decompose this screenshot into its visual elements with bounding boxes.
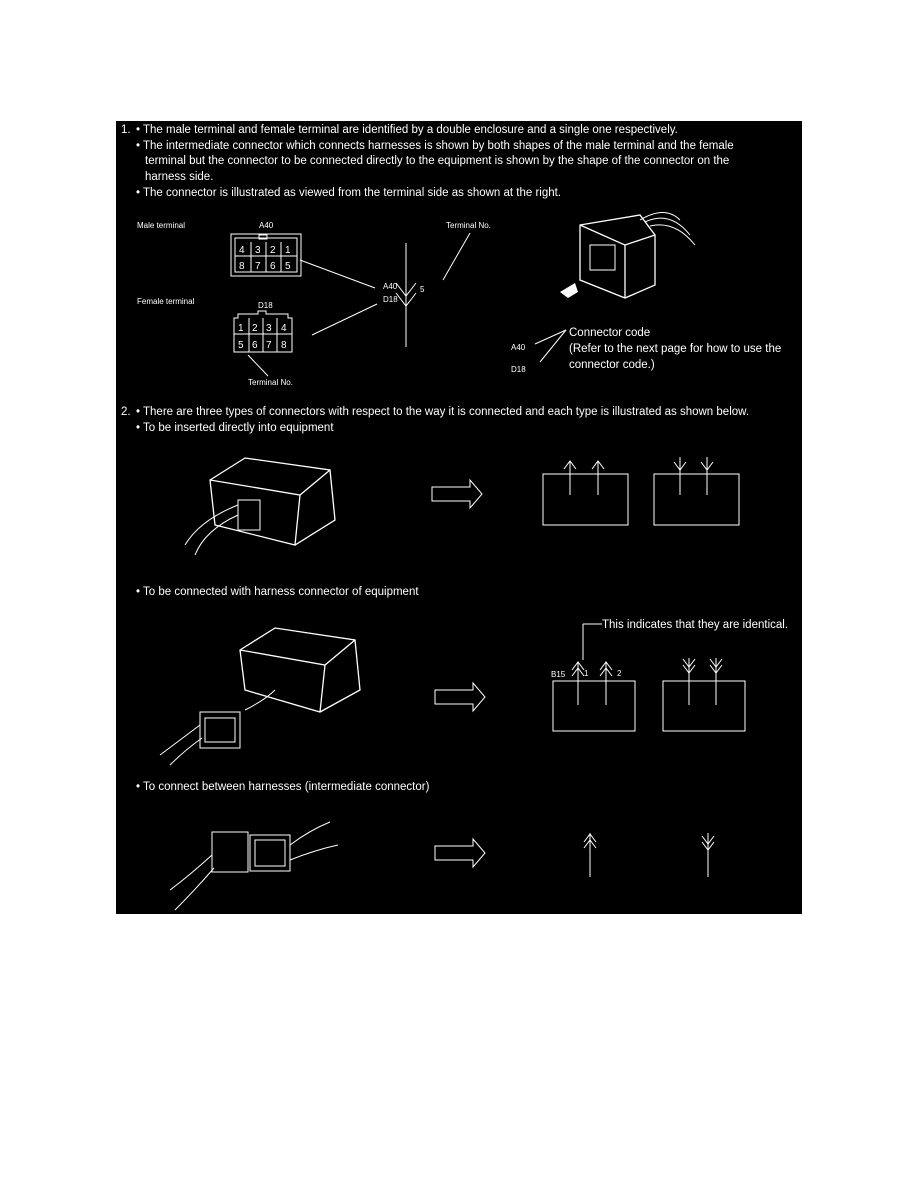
type3-label: • To connect between harnesses (intermediate connector) (136, 781, 430, 793)
identical-note: This indicates that they are identical. (602, 619, 789, 631)
intermediate-symbol-female (702, 833, 714, 877)
section1-bullet: harness side. (145, 171, 214, 183)
terminal-no-label-bottom: Terminal No. (248, 378, 293, 387)
terminal-no-label: Terminal No. (446, 221, 491, 230)
intermediate-connector-illustration (170, 822, 338, 910)
right-arrow-icon (435, 839, 485, 867)
pin-label: 6 (270, 261, 276, 272)
view-direction-arrow-icon (560, 283, 578, 298)
arrow-line (248, 355, 268, 376)
code-a40: A40 (511, 343, 526, 352)
connector-illustration (560, 213, 695, 299)
intermediate-symbol-male (584, 833, 596, 877)
pin-label: 4 (281, 323, 287, 334)
type2-label: • To be connected with harness connector of equipment (136, 586, 419, 598)
section1-bullet: • The intermediate connector which connects harnesses is shown by both shapes of the male terminal and the female (136, 140, 734, 152)
type2-connector-code: B15 (551, 670, 566, 679)
connector-code-label: Connector code (569, 327, 651, 339)
right-arrow-icon (432, 480, 482, 508)
male-terminal-label: Male terminal (137, 221, 186, 230)
harness-connector-illustration (160, 628, 360, 765)
pin-label: 3 (255, 245, 261, 256)
female-connector-diagram (234, 311, 292, 352)
type2-pin-2: 2 (617, 669, 622, 678)
female-terminal-label: Female terminal (137, 297, 195, 306)
pin-label: 5 (285, 261, 291, 272)
arrow-line (443, 233, 470, 280)
code-d18: D18 (511, 365, 526, 374)
arrow-line (535, 330, 566, 344)
male-connector-code: A40 (259, 221, 274, 230)
pin-label: 3 (266, 323, 272, 334)
symbol-d18: D18 (383, 295, 398, 304)
pin-label: 2 (252, 323, 258, 334)
direct-connector-symbol-female (654, 457, 739, 525)
section1-bullet: • The connector is illustrated as viewed from the terminal side as shown at the right. (136, 187, 562, 199)
pin-label: 4 (239, 245, 245, 256)
symbol-a40: A40 (383, 282, 398, 291)
arrow-line (312, 304, 377, 335)
direct-connector-symbol-male (543, 461, 628, 525)
pin-label: 8 (239, 261, 245, 272)
section2-number: 2. (121, 406, 131, 418)
arrow-line (300, 260, 375, 288)
symbol-pin-number: 5 (420, 285, 425, 294)
pin-label: 2 (270, 245, 276, 256)
pin-label: 1 (238, 323, 244, 334)
harness-connector-symbol-male (553, 662, 635, 731)
male-connector-diagram (231, 234, 301, 276)
pin-label: 7 (266, 340, 272, 351)
pin-label: 8 (281, 340, 287, 351)
harness-connector-symbol-female (663, 658, 745, 731)
wire-symbol (396, 243, 416, 347)
connector-code-note: connector code.) (569, 359, 655, 371)
pin-label: 7 (255, 261, 261, 272)
section2-intro: • There are three types of connectors with respect to the way it is connected and each type is illustrated as shown below. (136, 406, 750, 418)
section1-bullet: • The male terminal and female terminal are identified by a double enclosure and a single one respectively. (136, 124, 678, 136)
pin-label: 5 (238, 340, 244, 351)
connector-code-note: (Refer to the next page for how to use the (569, 343, 782, 355)
section1-bullet: terminal but the connector to be connected directly to the equipment is shown by the shape of the connector on the (145, 155, 730, 167)
arrow-line (540, 330, 566, 362)
section1-number: 1. (121, 124, 131, 136)
type1-label: • To be inserted directly into equipment (136, 422, 334, 434)
equipment-connector-illustration (185, 458, 335, 555)
right-arrow-icon (435, 683, 485, 711)
type2-pin-1: 1 (584, 669, 589, 678)
pin-label: 6 (252, 340, 258, 351)
pin-label: 1 (285, 245, 291, 256)
female-connector-code: D18 (258, 301, 273, 310)
